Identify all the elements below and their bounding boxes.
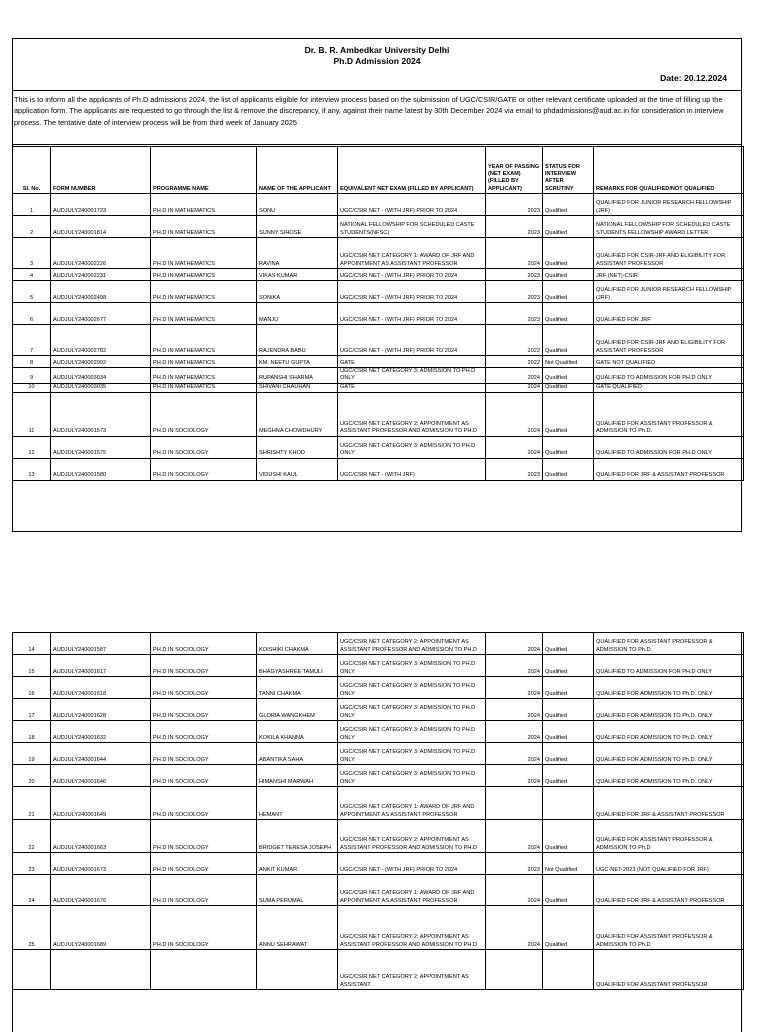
cell-status: Qualified: [543, 368, 594, 384]
cell-programme: PH.D IN SOCIOLOGY: [151, 906, 257, 950]
table-row: [13, 269, 744, 281]
col-header-exam: EQUIVALENT NET EXAM (FILLED BY APPLICANT): [338, 147, 486, 194]
cell-year: 2024: [486, 721, 543, 743]
cell-status: Qualified: [543, 325, 594, 356]
cell-programme: PH.D IN SOCIOLOGY: [151, 633, 257, 655]
cell-programme: PH.D IN SOCIOLOGY: [151, 820, 257, 853]
table-row: [13, 743, 744, 765]
cell-applicant-name: ANKIT KUMAR: [257, 853, 338, 875]
table-row: [13, 950, 744, 990]
cell-net-exam: UGC/CSIR NET CATEGORY 3: ADMISSION TO PH.D ONLY: [338, 699, 486, 721]
cell-net-exam: UGC/CSIR NET CATEGORY 1: AWARD OF JRF AND APPOINTMENT AS ASSISTANT PROFESSOR: [338, 875, 486, 906]
cell-programme: PH.D IN SOCIOLOGY: [151, 787, 257, 820]
cell-net-exam: GATE: [338, 383, 486, 392]
cell-year: 2024: [486, 655, 543, 677]
university-title: Dr. B. R. Ambedkar University Delhi: [304, 45, 450, 55]
page-1-sheet: [12, 38, 742, 532]
cell-net-exam: GATE: [338, 356, 486, 368]
cell-sl: 18: [13, 721, 51, 743]
table-row: [13, 383, 744, 392]
cell-status: Qualified: [543, 820, 594, 853]
cell-net-exam: UGC/CSIR NET CATEGORY 2: APPOINTMENT AS ASSISTANT: [338, 950, 486, 990]
cell-net-exam: UGC/CSIR NET CATEGORY 3: ADMISSION TO PH.D ONLY: [338, 655, 486, 677]
cell-remarks: NATIONAL FELLOWSHIP FOR SCHEDULED CASTE STUDENTS FELLOWSHIP AWARD LETTER: [594, 216, 744, 238]
cell-form-number: [51, 950, 151, 990]
cell-applicant-name: RAJENDRA BABU: [257, 325, 338, 356]
cell-year: 2024: [486, 383, 543, 392]
cell-programme: PH.D IN SOCIOLOGY: [151, 721, 257, 743]
cell-remarks: QUALIFIED FOR ADMISSION TO Ph.D. ONLY: [594, 677, 744, 699]
cell-year: 2024: [486, 743, 543, 765]
cell-programme: [151, 950, 257, 990]
cell-sl: 23: [13, 853, 51, 875]
cell-remarks: QUALIFIED FOR CSIR-JRF AND ELIGIBILITY FOR ASSISTANT PROFESSOR: [594, 325, 744, 356]
cell-sl: 13: [13, 458, 51, 480]
cell-year: 2024: [486, 368, 543, 384]
cell-form-number: AUDJULY240001617: [51, 655, 151, 677]
cell-sl: 8: [13, 356, 51, 368]
cell-year: 2024: [486, 906, 543, 950]
cell-remarks: UGC-NET-2023 (NOT QUALIFIED FOR JRF): [594, 853, 744, 875]
cell-form-number: AUDJULY240001587: [51, 633, 151, 655]
cell-year: [486, 787, 543, 820]
cell-remarks: QUALIFIED TO ADMISSION FOR PH.D ONLY: [594, 655, 744, 677]
cell-remarks: QUALIFIED FOR CSIR-JRF AND ELIGIBILITY FOR ASSISTANT PROFESSOR: [594, 238, 744, 269]
cell-net-exam: UGC/CSIR NET CATEGORY 2: APPOINTMENT AS ASSISTANT PROFESSOR AND ADMISSION TO PH.D: [338, 392, 486, 436]
table-row: [13, 677, 744, 699]
cell-sl: 24: [13, 875, 51, 906]
cell-programme: PH.D IN SOCIOLOGY: [151, 655, 257, 677]
cell-net-exam: UGC/CSIR NET CATEGORY 3: ADMISSION TO PH.D ONLY: [338, 721, 486, 743]
cell-sl: 19: [13, 743, 51, 765]
cell-remarks: QUALIFIED FOR JRF & ASSISTANT PROFESSOR: [594, 875, 744, 906]
cell-form-number: AUDJULY240001673: [51, 853, 151, 875]
cell-programme: PH.D IN SOCIOLOGY: [151, 765, 257, 787]
cell-applicant-name: RAVINA: [257, 238, 338, 269]
cell-year: 2023: [486, 216, 543, 238]
cell-applicant-name: VIKAS KUMAR: [257, 269, 338, 281]
cell-remarks: GATE QUALIFIED: [594, 383, 744, 392]
cell-remarks: QUALIFIED FOR ASSISTANT PROFESSOR & ADMISSION TO Ph.D: [594, 906, 744, 950]
col-header-name: NAME OF THE APPLICANT: [257, 147, 338, 194]
table-row: [13, 458, 744, 480]
cell-sl: 9: [13, 368, 51, 384]
cell-form-number: AUDJULY240001663: [51, 820, 151, 853]
cell-remarks: QUALIFIED FOR JRF: [594, 303, 744, 325]
cell-status: Qualified: [543, 281, 594, 303]
cell-remarks: QUALIFIED TO ADMISSION FOR PH.D ONLY: [594, 436, 744, 458]
cell-sl: 3: [13, 238, 51, 269]
cell-applicant-name: BHAGYASHREE TAMULI: [257, 655, 338, 677]
cell-sl: 5: [13, 281, 51, 303]
cell-year: 2024: [486, 633, 543, 655]
cell-year: 2024: [486, 392, 543, 436]
notice-text: This is to inform all the applicants of Ph.D admissions 2024, the list of applicants eligible for interview process based on the submission of UGC/CSIR/GATE or other relevant certificate uploaded at the time of filling up the application form. The applicants are requested to go through the list & remove the discrepancy, if any, against their name latest by 30th December 2024 via email to phdadmissions@aud.ac.in for consideration in interview process. The tentative date of interview process will be from third week of January 2025: [14, 95, 724, 127]
cell-net-exam: UGC/CSIR NET CATEGORY 3: ADMISSION TO PH.D ONLY: [338, 677, 486, 699]
cell-programme: PH.D IN MATHEMATICS: [151, 368, 257, 384]
cell-year: 2024: [486, 436, 543, 458]
cell-status: Qualified: [543, 269, 594, 281]
table-row: [13, 368, 744, 384]
cell-applicant-name: GLORIA WANGKHEM: [257, 699, 338, 721]
cell-applicant-name: KOISHIKI CHAKMA: [257, 633, 338, 655]
cell-year: [486, 950, 543, 990]
cell-status: Qualified: [543, 765, 594, 787]
cell-year: 2024: [486, 820, 543, 853]
cell-net-exam: NATIONAL FELLOWSHIP FOR SCHEDULED CASTE STUDENTS(NFSC): [338, 216, 486, 238]
cell-remarks: QUALIFIED FOR ADMISSION TO Ph.D. ONLY: [594, 699, 744, 721]
cell-status: Qualified: [543, 906, 594, 950]
cell-applicant-name: SONIKA: [257, 281, 338, 303]
cell-status: Qualified: [543, 392, 594, 436]
cell-applicant-name: [257, 950, 338, 990]
cell-programme: PH.D IN SOCIOLOGY: [151, 436, 257, 458]
cell-remarks: QUALIFIED FOR JRF & ASSISTANT PROFESSOR: [594, 458, 744, 480]
cell-applicant-name: VIDUSHI KAUL: [257, 458, 338, 480]
cell-sl: 16: [13, 677, 51, 699]
table-row: [13, 906, 744, 950]
cell-form-number: AUDJULY240002782: [51, 325, 151, 356]
cell-status: [543, 950, 594, 990]
cell-applicant-name: SHRISHTY KHOD: [257, 436, 338, 458]
cell-applicant-name: SONU: [257, 194, 338, 216]
table-body: [13, 194, 744, 481]
cell-sl: [13, 950, 51, 990]
cell-sl: 21: [13, 787, 51, 820]
cell-form-number: AUDJULY240001575: [51, 436, 151, 458]
cell-remarks: QUALIFIED FOR ADMISSION TO Ph.D. ONLY: [594, 743, 744, 765]
table-row: [13, 699, 744, 721]
cell-sl: 17: [13, 699, 51, 721]
cell-net-exam: UGC/CSIR NET - (WITH JRF) PRIOR TO 2024: [338, 325, 486, 356]
cell-remarks: GATE NOT QUALIFIED: [594, 356, 744, 368]
cell-sl: 22: [13, 820, 51, 853]
cell-status: Qualified: [543, 216, 594, 238]
cell-form-number: AUDJULY240003034: [51, 368, 151, 384]
cell-form-number: AUDJULY240002677: [51, 303, 151, 325]
cell-year: 2024: [486, 875, 543, 906]
cell-status: Qualified: [543, 875, 594, 906]
cell-sl: 15: [13, 655, 51, 677]
table-row: [13, 875, 744, 906]
cell-net-exam: UGC/CSIR NET CATEGORY 2: APPOINTMENT AS ASSISTANT PROFESSOR AND ADMISSION TO PH.D: [338, 906, 486, 950]
cell-form-number: AUDJULY240001580: [51, 458, 151, 480]
cell-form-number: AUDJULY240001723: [51, 194, 151, 216]
cell-net-exam: UGC/CSIR NET CATEGORY 1: AWARD OF JRF AND APPOINTMENT AS ASSISTANT PROFESSOR: [338, 787, 486, 820]
cell-applicant-name: RUPANSHI SHARMA: [257, 368, 338, 384]
cell-applicant-name: KOKILA KHANNA: [257, 721, 338, 743]
table-row: [13, 356, 744, 368]
cell-sl: 4: [13, 269, 51, 281]
cell-form-number: AUDJULY240001573: [51, 392, 151, 436]
cell-programme: PH.D IN SOCIOLOGY: [151, 699, 257, 721]
cell-remarks: QUALIFIED FOR ASSISTANT PROFESSOR & ADMISSION TO Ph.D: [594, 820, 744, 853]
notice-date: Date: 20.12.2024: [660, 73, 727, 83]
table-row: [13, 303, 744, 325]
cell-status: Qualified: [543, 458, 594, 480]
cell-applicant-name: MEGHNA CHOWDHURY: [257, 392, 338, 436]
cell-form-number: AUDJULY240002992: [51, 356, 151, 368]
col-header-status: STATUS FOR INTERVIEW AFTER SCRUTINY: [543, 147, 594, 194]
cell-net-exam: UGC/CSIR NET CATEGORY 3: ADMISSION TO PH.D ONLY: [338, 436, 486, 458]
cell-sl: 25: [13, 906, 51, 950]
col-header-programme: PROGRAMME NAME: [151, 147, 257, 194]
applicants-table-continued: [12, 632, 744, 990]
cell-year: 2024: [486, 238, 543, 269]
table-row: [13, 820, 744, 853]
divider: [13, 90, 741, 91]
table-row: [13, 633, 744, 655]
cell-status: Not Qualified: [543, 853, 594, 875]
cell-year: 2023: [486, 458, 543, 480]
cell-year: 2023: [486, 194, 543, 216]
cell-sl: 11: [13, 392, 51, 436]
cell-programme: PH.D IN SOCIOLOGY: [151, 743, 257, 765]
cell-status: Not Qualified: [543, 356, 594, 368]
table-header-row: [13, 147, 744, 194]
cell-programme: PH.D IN MATHEMATICS: [151, 216, 257, 238]
cell-status: [543, 787, 594, 820]
cell-sl: 10: [13, 383, 51, 392]
col-header-sl: Sl. No.: [13, 147, 51, 194]
cell-remarks: QUALIFIED FOR ADMISSION TO Ph.D. ONLY: [594, 721, 744, 743]
cell-net-exam: UGC/CSIR NET - (WITH JRF) PRIOR TO 2024: [338, 194, 486, 216]
cell-remarks: QUALIFIED FOR ASSISTANT PROFESSOR & ADMISSION TO Ph.D.: [594, 633, 744, 655]
table-row: [13, 392, 744, 436]
cell-programme: PH.D IN SOCIOLOGY: [151, 677, 257, 699]
cell-remarks: QUALIFIED FOR ADMISSION TO Ph.D. ONLY: [594, 765, 744, 787]
cell-applicant-name: KM. NEETU GUPTA: [257, 356, 338, 368]
cell-programme: PH.D IN MATHEMATICS: [151, 303, 257, 325]
cell-remarks: QUALIFIED FOR ASSISTANT PROFESSOR & ADMISSION TO Ph.D.: [594, 392, 744, 436]
applicants-table: [12, 146, 744, 481]
cell-year: 2023: [486, 303, 543, 325]
cell-year: 2022: [486, 325, 543, 356]
cell-applicant-name: ANNU SEHRAWAT: [257, 906, 338, 950]
cell-net-exam: UGC/CSIR NET CATEGORY 2: APPOINTMENT AS ASSISTANT PROFESSOR AND ADMISSION TO PH.D: [338, 820, 486, 853]
cell-status: Qualified: [543, 383, 594, 392]
cell-applicant-name: SUNNY SIHOSE: [257, 216, 338, 238]
col-header-remarks: REMARKS FOR QUALIFIED/NOT QUALIFIED: [594, 147, 744, 194]
cell-status: Qualified: [543, 633, 594, 655]
cell-net-exam: UGC/CSIR NET CATEGORY 3: ADMISSION TO PH.D ONLY: [338, 743, 486, 765]
cell-form-number: AUDJULY240001644: [51, 743, 151, 765]
cell-programme: PH.D IN SOCIOLOGY: [151, 875, 257, 906]
cell-status: Qualified: [543, 238, 594, 269]
cell-applicant-name: HEMANT: [257, 787, 338, 820]
cell-applicant-name: BRIDGET TERESA JOSEPH: [257, 820, 338, 853]
table-row: [13, 721, 744, 743]
cell-applicant-name: MANJU: [257, 303, 338, 325]
cell-status: Qualified: [543, 194, 594, 216]
page-2-sheet: [12, 632, 742, 1032]
cell-status: Qualified: [543, 655, 594, 677]
cell-form-number: AUDJULY240001649: [51, 787, 151, 820]
cell-net-exam: UGC/CSIR NET - (WITH JRF) PRIOR TO 2024: [338, 303, 486, 325]
divider: [13, 144, 741, 145]
cell-programme: PH.D IN MATHEMATICS: [151, 269, 257, 281]
table-body: [13, 633, 744, 990]
cell-year: 2023: [486, 269, 543, 281]
cell-form-number: AUDJULY240001689: [51, 906, 151, 950]
cell-status: Qualified: [543, 743, 594, 765]
cell-form-number: AUDJULY240002231: [51, 269, 151, 281]
table-row: [13, 765, 744, 787]
cell-net-exam: UGC/CSIR NET - (WITH JRF) PRIOR TO 2024: [338, 853, 486, 875]
cell-form-number: AUDJULY240001628: [51, 699, 151, 721]
cell-net-exam: UGC/CSIR NET CATEGORY 3: ADMISSION TO PH.D ONLY: [338, 368, 486, 384]
cell-sl: 2: [13, 216, 51, 238]
cell-status: Qualified: [543, 699, 594, 721]
cell-programme: PH.D IN MATHEMATICS: [151, 238, 257, 269]
cell-programme: PH.D IN SOCIOLOGY: [151, 853, 257, 875]
table-row: [13, 194, 744, 216]
cell-programme: PH.D IN MATHEMATICS: [151, 356, 257, 368]
table-row: [13, 325, 744, 356]
cell-form-number: AUDJULY240001618: [51, 677, 151, 699]
cell-programme: PH.D IN SOCIOLOGY: [151, 458, 257, 480]
cell-status: Qualified: [543, 721, 594, 743]
cell-remarks: QUALIFIED FOR JUNIOR RESEARCH FELLOWSHIP (JRF): [594, 281, 744, 303]
cell-net-exam: UGC/CSIR NET - (WITH JRF) PRIOR TO 2024: [338, 269, 486, 281]
cell-programme: PH.D IN MATHEMATICS: [151, 194, 257, 216]
cell-year: 2024: [486, 677, 543, 699]
cell-form-number: AUDJULY240001814: [51, 216, 151, 238]
cell-remarks: QUALIFIED FOR JRF & ASSISTANT PROFESSOR: [594, 787, 744, 820]
admission-title: Ph.D Admission 2024: [333, 56, 421, 66]
cell-remarks: QUALIFIED TO ADMISSION FOR PH.D ONLY: [594, 368, 744, 384]
cell-applicant-name: SHIVANI CHAUHAN: [257, 383, 338, 392]
cell-applicant-name: TANNI CHAKMA: [257, 677, 338, 699]
cell-year: 2024: [486, 765, 543, 787]
cell-year: 2023: [486, 281, 543, 303]
cell-applicant-name: ABANTIKA SAHA: [257, 743, 338, 765]
cell-net-exam: UGC/CSIR NET CATEGORY 3: ADMISSION TO PH.D ONLY: [338, 765, 486, 787]
table-row: [13, 787, 744, 820]
cell-programme: PH.D IN MATHEMATICS: [151, 325, 257, 356]
cell-sl: 1: [13, 194, 51, 216]
cell-programme: PH.D IN MATHEMATICS: [151, 383, 257, 392]
cell-year: 2024: [486, 699, 543, 721]
table-row: [13, 655, 744, 677]
table-row: [13, 436, 744, 458]
cell-form-number: AUDJULY240002226: [51, 238, 151, 269]
cell-remarks: QUALIFIED FOR JUNIOR RESEARCH FELLOWSHIP (JRF): [594, 194, 744, 216]
table-row: [13, 216, 744, 238]
cell-net-exam: UGC/CSIR NET CATEGORY 2: APPOINTMENT AS ASSISTANT PROFESSOR AND ADMISSION TO PH.D: [338, 633, 486, 655]
cell-status: Qualified: [543, 303, 594, 325]
cell-form-number: AUDJULY240001676: [51, 875, 151, 906]
cell-net-exam: UGC/CSIR NET - (WITH JRF): [338, 458, 486, 480]
cell-sl: 6: [13, 303, 51, 325]
cell-status: Qualified: [543, 677, 594, 699]
cell-sl: 14: [13, 633, 51, 655]
cell-status: Qualified: [543, 436, 594, 458]
cell-year: 2023: [486, 853, 543, 875]
cell-applicant-name: HIMANSHI MARWAH: [257, 765, 338, 787]
cell-programme: PH.D IN MATHEMATICS: [151, 281, 257, 303]
cell-sl: 7: [13, 325, 51, 356]
cell-sl: 20: [13, 765, 51, 787]
cell-programme: PH.D IN SOCIOLOGY: [151, 392, 257, 436]
cell-sl: 12: [13, 436, 51, 458]
cell-net-exam: UGC/CSIR NET - (WITH JRF) PRIOR TO 2024: [338, 281, 486, 303]
table-row: [13, 281, 744, 303]
cell-form-number: AUDJULY240001632: [51, 721, 151, 743]
table-row: [13, 238, 744, 269]
title-block: [13, 45, 741, 67]
cell-net-exam: UGC/CSIR NET CATEGORY 1: AWARD OF JRF AND APPOINTMENT AS ASSISTANT PROFESSOR: [338, 238, 486, 269]
cell-form-number: AUDJULY240001646: [51, 765, 151, 787]
cell-form-number: AUDJULY240003035: [51, 383, 151, 392]
col-header-year: YEAR OF PASSING (NET EXAM) (FILLED BY APPLICANT): [486, 147, 543, 194]
cell-applicant-name: SUMA PERUMAL: [257, 875, 338, 906]
table-row: [13, 853, 744, 875]
cell-form-number: AUDJULY240002498: [51, 281, 151, 303]
cell-year: 2022: [486, 356, 543, 368]
cell-remarks: JRF (NET)-CSIR: [594, 269, 744, 281]
cell-remarks: QUALIFIED FOR ASSISTANT PROFESSOR: [594, 950, 744, 990]
col-header-form: FORM NUMBER: [51, 147, 151, 194]
